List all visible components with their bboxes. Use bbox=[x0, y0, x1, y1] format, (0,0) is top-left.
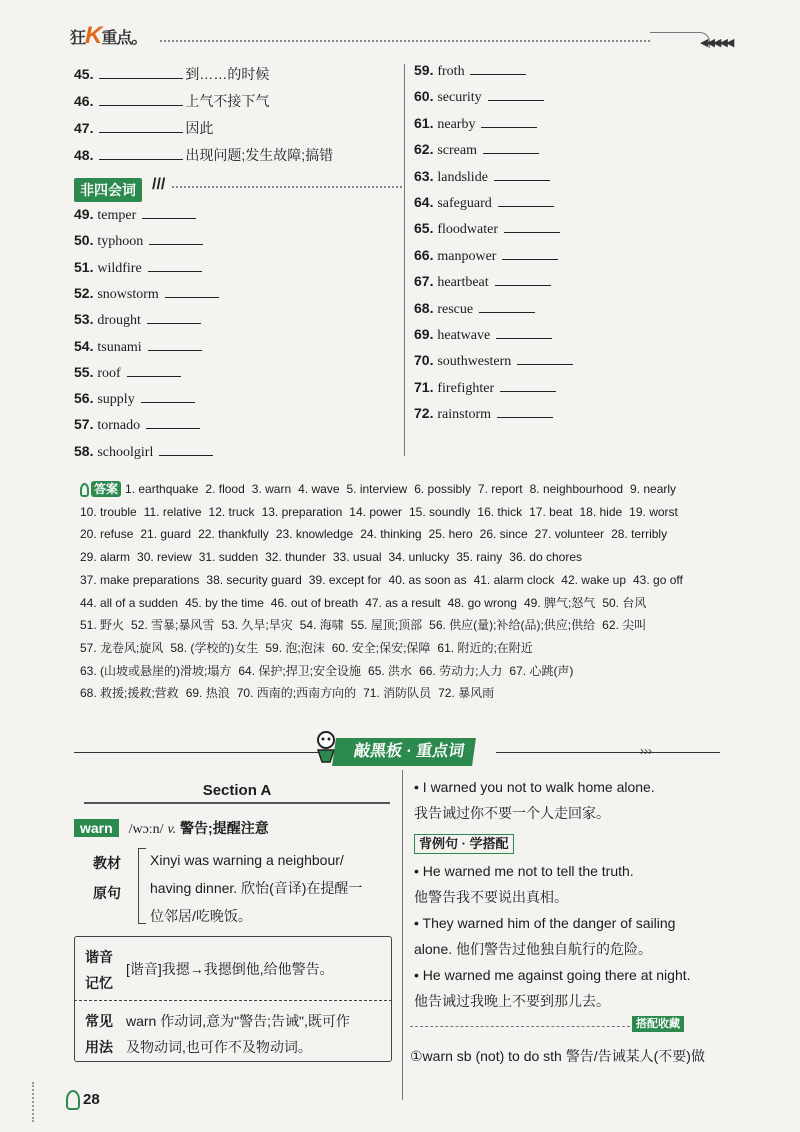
vocab-number: 64. bbox=[414, 194, 434, 210]
answer-item: 43. go off bbox=[633, 572, 683, 587]
notes-box-divider bbox=[74, 1000, 392, 1001]
vocab-number: 53. bbox=[74, 311, 94, 328]
vocab-word: safeguard bbox=[437, 196, 492, 211]
answer-item: 1. earthquake bbox=[125, 482, 199, 496]
answer-item: 41. alarm clock bbox=[473, 572, 555, 587]
example-1 bbox=[414, 858, 718, 910]
answer-item: 57. 龙卷风;旋风 bbox=[80, 640, 164, 655]
example-top bbox=[414, 774, 718, 826]
vocab-item bbox=[74, 285, 221, 303]
vocab-item bbox=[74, 232, 205, 250]
page-number-text: 28 bbox=[83, 1090, 100, 1108]
vocab-number: 49. bbox=[74, 206, 94, 222]
column-divider bbox=[404, 64, 405, 456]
vocab-number: 65. bbox=[414, 220, 434, 237]
answer-blank[interactable] bbox=[146, 428, 200, 429]
answer-item: 3. warn bbox=[251, 482, 292, 496]
answer-line bbox=[80, 614, 720, 637]
example-2-en: • They warned him of the danger of sailing bbox=[414, 915, 676, 931]
answer-item: 15. soundly bbox=[409, 504, 471, 519]
answer-blank[interactable] bbox=[99, 78, 183, 79]
vocab-item bbox=[74, 416, 202, 434]
original-line: 位邻居/吃晚饭。 bbox=[150, 908, 252, 924]
answer-item: 28. terribly bbox=[611, 527, 668, 542]
example-1-en: • He warned me not to tell the truth. bbox=[414, 863, 634, 879]
pattern-tag: 背例句 · 学搭配 bbox=[414, 834, 514, 854]
answer-item: 59. 泡;泡沫 bbox=[265, 640, 325, 655]
answer-item: 56. 供应(量);补给(品);供应;供给 bbox=[429, 618, 596, 633]
vocab-number: 47. bbox=[74, 120, 94, 136]
answer-item: 48. go wrong bbox=[447, 595, 517, 610]
vocab-meaning: 因此 bbox=[185, 120, 214, 136]
answer-item: 8. neighbourhood bbox=[529, 482, 624, 496]
answer-item: 69. 热浪 bbox=[185, 686, 230, 701]
brand-suffix: 重点。 bbox=[101, 30, 147, 47]
vocab-number: 51. bbox=[74, 258, 94, 275]
vocab-item bbox=[74, 91, 269, 111]
answer-item: 24. thinking bbox=[360, 527, 422, 542]
answer-item: 38. security guard bbox=[206, 572, 302, 587]
answer-item: 13. preparation bbox=[261, 504, 343, 519]
section-title-nonfour: 非四会词 bbox=[74, 178, 142, 202]
answer-item: 42. wake up bbox=[561, 572, 626, 587]
vocab-item bbox=[414, 194, 556, 212]
vocab-word: drought bbox=[97, 313, 141, 329]
entry-pos: v. bbox=[167, 822, 177, 837]
banner-rule-left bbox=[74, 752, 324, 753]
answer-line bbox=[80, 569, 720, 592]
vocab-word: wildfire bbox=[97, 260, 142, 276]
answer-item: 67. 心跳(声) bbox=[509, 663, 574, 678]
banner-arrows-icon: ››› bbox=[640, 744, 652, 758]
answer-item: 31. sudden bbox=[198, 550, 259, 565]
answer-item: 50. 台风 bbox=[602, 595, 647, 610]
page-number bbox=[66, 1090, 100, 1110]
answer-item: 46. out of breath bbox=[270, 595, 359, 610]
example-3-zh: 他告诫过我晚上不要到那儿去。 bbox=[414, 993, 610, 1009]
example-2 bbox=[414, 910, 718, 962]
answer-blank[interactable] bbox=[502, 259, 558, 260]
vocab-number: 62. bbox=[414, 141, 434, 158]
answer-item: 9. nearly bbox=[630, 482, 677, 496]
section-dotted-rule bbox=[172, 186, 402, 188]
answer-item: 64. 保护;捍卫;安全设施 bbox=[238, 663, 362, 678]
answer-item: 6. possibly bbox=[414, 482, 471, 496]
answer-item: 61. 附近的;在附近 bbox=[437, 640, 533, 655]
vocab-word: supply bbox=[97, 392, 135, 408]
vocab-item bbox=[74, 206, 198, 224]
vocab-number: 46. bbox=[74, 93, 94, 109]
vocab-number: 60. bbox=[414, 88, 434, 105]
vocab-item bbox=[74, 118, 213, 138]
answer-blank[interactable] bbox=[141, 402, 195, 403]
example-2-zh: alone. 他们警告过他独自航行的危险。 bbox=[414, 941, 653, 957]
answer-item: 62. 尖叫 bbox=[602, 618, 647, 633]
vocab-number: 57. bbox=[74, 416, 94, 433]
memory-label-2: 记忆 bbox=[85, 975, 113, 991]
vocab-word: floodwater bbox=[437, 222, 499, 238]
answer-line bbox=[80, 637, 720, 660]
vocab-word: manpower bbox=[437, 248, 497, 264]
answer-item: 10. trouble bbox=[80, 504, 137, 519]
usage-text bbox=[126, 1008, 350, 1060]
vocab-item bbox=[74, 364, 183, 382]
answer-line bbox=[80, 501, 720, 524]
entry-word: warn bbox=[74, 819, 119, 837]
answers-label: 答案 bbox=[91, 481, 121, 497]
usage-label-1: 常见 bbox=[85, 1013, 113, 1029]
vocab-number: 48. bbox=[74, 147, 94, 163]
answer-blank[interactable] bbox=[497, 417, 553, 418]
vocab-number: 66. bbox=[414, 246, 434, 263]
answer-item: 40. as soon as bbox=[388, 572, 467, 587]
answer-blank[interactable] bbox=[504, 232, 560, 233]
example-top-zh: 我告诫过你不要一个人走回家。 bbox=[414, 805, 610, 821]
vocab-item bbox=[414, 379, 558, 397]
answer-item: 55. 屋顶;顶部 bbox=[350, 618, 423, 633]
answer-item: 52. 雪暴;暴风雪 bbox=[131, 618, 215, 633]
header-arrows-icon: ◀◀◀◀◀ bbox=[700, 37, 733, 49]
vocab-word: southwestern bbox=[437, 354, 512, 370]
vocab-item bbox=[74, 443, 215, 461]
vocab-number: 54. bbox=[74, 337, 94, 354]
answer-line bbox=[80, 478, 720, 501]
vocab-item bbox=[414, 326, 554, 344]
vocab-item bbox=[414, 168, 552, 186]
answer-item: 32. thunder bbox=[265, 550, 326, 565]
answer-blank[interactable] bbox=[147, 323, 201, 324]
answer-item: 14. power bbox=[349, 504, 402, 519]
vocab-word: firefighter bbox=[437, 380, 495, 396]
answer-item: 66. 劳动力;人力 bbox=[419, 663, 503, 678]
vocab-word: snowstorm bbox=[97, 286, 159, 302]
original-bracket bbox=[138, 848, 146, 924]
vocab-item bbox=[414, 273, 553, 291]
vocab-word: froth bbox=[437, 64, 465, 79]
memory-text: [谐音]我摁→我摁倒他,给他警告。 bbox=[126, 961, 334, 977]
vocab-number: 52. bbox=[74, 284, 94, 301]
answer-item: 60. 安全;保安;保障 bbox=[331, 640, 431, 655]
vocab-number: 71. bbox=[414, 378, 434, 395]
answer-blank[interactable] bbox=[500, 391, 556, 392]
vocab-item bbox=[74, 64, 269, 84]
vocab-meaning: 到……的时候 bbox=[185, 66, 270, 82]
vocab-item bbox=[414, 115, 539, 133]
answer-blank[interactable] bbox=[99, 159, 183, 160]
answer-item: 21. guard bbox=[140, 527, 192, 542]
answer-item: 45. by the time bbox=[185, 595, 264, 610]
vocab-item bbox=[414, 352, 575, 370]
vocab-item bbox=[414, 220, 562, 238]
answer-blank[interactable] bbox=[488, 100, 544, 101]
usage-label-2: 用法 bbox=[85, 1039, 113, 1055]
answer-line bbox=[80, 546, 720, 569]
answer-item: 16. thick bbox=[477, 504, 523, 519]
brand-logo bbox=[70, 22, 146, 50]
vocab-word: temper bbox=[97, 208, 137, 223]
answer-item: 68. 救援;援救;营救 bbox=[80, 686, 179, 701]
answer-item: 25. hero bbox=[428, 527, 473, 542]
vocab-item bbox=[414, 88, 546, 106]
answer-item: 35. rainy bbox=[456, 550, 503, 565]
answer-blank[interactable] bbox=[496, 338, 552, 339]
vocab-word: typhoon bbox=[97, 234, 144, 250]
section-a-heading: Section A bbox=[84, 782, 390, 804]
answer-blank[interactable] bbox=[494, 180, 550, 181]
answer-blank[interactable] bbox=[470, 74, 526, 75]
vocab-number: 63. bbox=[414, 167, 434, 184]
answer-blank[interactable] bbox=[99, 132, 183, 133]
vocab-number: 58. bbox=[74, 442, 94, 459]
answer-line bbox=[80, 682, 720, 705]
answer-blank[interactable] bbox=[479, 312, 535, 313]
usage-label bbox=[82, 1008, 116, 1060]
vocab-word: landslide bbox=[437, 169, 488, 185]
vocab-meaning: 出现问题;发生故障;搞错 bbox=[185, 147, 334, 163]
answer-blank[interactable] bbox=[481, 127, 537, 128]
original-line: Xinyi was warning a neighbour/ bbox=[150, 852, 344, 868]
original-label-1: 教材 bbox=[93, 855, 121, 871]
vocab-number: 50. bbox=[74, 232, 94, 249]
original-line: having dinner. 欣怡(音译)在提醒一 bbox=[150, 880, 363, 896]
vocab-item bbox=[414, 405, 555, 423]
banner-rule-right bbox=[496, 752, 720, 753]
example-3 bbox=[414, 962, 718, 1014]
vocab-word: heartbeat bbox=[437, 275, 489, 291]
vocab-number: 69. bbox=[414, 326, 434, 342]
answer-item: 33. usual bbox=[332, 550, 382, 565]
vocab-item bbox=[414, 62, 528, 80]
vocab-number: 67. bbox=[414, 273, 434, 290]
answer-item: 70. 西南的;西南方向的 bbox=[236, 686, 357, 701]
answer-item: 11. relative bbox=[143, 504, 202, 519]
original-label bbox=[84, 848, 130, 908]
answer-item: 49. 脾气;怒气 bbox=[523, 595, 596, 610]
answer-item: 17. beat bbox=[529, 504, 573, 519]
memory-label bbox=[82, 944, 116, 996]
memory-label-1: 谐音 bbox=[85, 949, 113, 965]
answer-blank[interactable] bbox=[99, 105, 183, 106]
entry-definition: 警告;提醒注意 bbox=[180, 820, 269, 836]
answer-blank[interactable] bbox=[165, 297, 219, 298]
section-slash-icon: /// bbox=[152, 176, 166, 193]
example-3-en: • He warned me against going there at night. bbox=[414, 967, 691, 983]
vocab-word: nearby bbox=[437, 116, 476, 132]
entry-phonetic: /wɔːn/ bbox=[128, 822, 164, 837]
brand-prefix: 狂 bbox=[70, 30, 86, 47]
answer-item: 4. wave bbox=[298, 482, 340, 496]
vocab-item bbox=[414, 141, 541, 159]
vocab-item bbox=[414, 300, 537, 318]
answer-item: 26. since bbox=[479, 527, 528, 542]
vocab-number: 61. bbox=[414, 114, 434, 131]
vocab-word: tsunami bbox=[97, 339, 142, 355]
example-1-zh: 他警告我不要说出真相。 bbox=[414, 889, 568, 905]
answer-item: 54. 海啸 bbox=[299, 618, 344, 633]
lightbulb-icon bbox=[66, 1090, 80, 1110]
vocab-number: 55. bbox=[74, 363, 94, 380]
right-column-divider bbox=[402, 770, 403, 1100]
answer-item: 23. knowledge bbox=[275, 527, 354, 542]
answer-item: 47. as a result bbox=[365, 595, 441, 610]
answer-line bbox=[80, 660, 720, 683]
answer-item: 44. all of a sudden bbox=[80, 595, 179, 610]
usage-line: 及物动词,也可作不及物动词。 bbox=[126, 1039, 312, 1055]
vocab-number: 72. bbox=[414, 405, 434, 422]
vocab-item bbox=[414, 247, 560, 265]
answer-item: 27. volunteer bbox=[534, 527, 605, 542]
answer-blank[interactable] bbox=[149, 244, 203, 245]
lightbulb-icon bbox=[80, 483, 89, 497]
answer-block bbox=[80, 478, 720, 705]
original-label-2: 原句 bbox=[93, 885, 121, 901]
example-top-en: • I warned you not to walk home alone. bbox=[414, 779, 655, 795]
brand-k: K bbox=[85, 22, 102, 49]
answer-item: 12. truck bbox=[208, 504, 255, 519]
answer-item: 51. 野火 bbox=[80, 618, 125, 633]
vocab-word: schoolgirl bbox=[97, 444, 154, 460]
vocab-number: 59. bbox=[414, 62, 434, 78]
collect-rule bbox=[410, 1026, 630, 1027]
answer-item: 5. interview bbox=[346, 482, 408, 496]
answer-line bbox=[80, 523, 720, 546]
vocab-number: 45. bbox=[74, 66, 94, 82]
page-margin-rule bbox=[32, 1082, 34, 1122]
answer-item: 37. make preparations bbox=[80, 572, 200, 587]
vocab-word: scream bbox=[437, 143, 478, 159]
answer-item: 30. review bbox=[137, 550, 192, 565]
vocab-item bbox=[74, 338, 204, 356]
answer-blank[interactable] bbox=[495, 285, 551, 286]
vocab-word: roof bbox=[97, 365, 121, 381]
vocab-item bbox=[74, 311, 203, 329]
vocab-item bbox=[74, 390, 197, 408]
answer-blank[interactable] bbox=[483, 153, 539, 154]
answer-item: 19. worst bbox=[629, 504, 678, 519]
vocab-word: heatwave bbox=[437, 328, 491, 343]
vocab-item bbox=[74, 259, 204, 277]
vocab-word: tornado bbox=[97, 418, 141, 434]
answer-item: 7. report bbox=[477, 482, 523, 496]
answer-blank[interactable] bbox=[498, 206, 554, 207]
collect-tag: 搭配收藏 bbox=[632, 1016, 684, 1032]
header-dotted-rule bbox=[160, 40, 650, 42]
answer-item: 65. 洪水 bbox=[368, 663, 413, 678]
usage-line: warn 作动词,意为"警告;告诫",既可作 bbox=[126, 1013, 350, 1029]
answer-item: 39. except for bbox=[308, 572, 382, 587]
answer-blank[interactable] bbox=[517, 364, 573, 365]
answer-item: 53. 久旱;旱灾 bbox=[221, 618, 293, 633]
answer-item: 18. hide bbox=[579, 504, 623, 519]
answer-item: 20. refuse bbox=[80, 527, 134, 542]
vocab-word: security bbox=[437, 90, 482, 106]
answer-item: 63. (山坡或悬崖的)滑坡;塌方 bbox=[80, 663, 232, 678]
entry-row bbox=[74, 818, 269, 838]
original-sentence bbox=[150, 846, 390, 930]
answer-blank[interactable] bbox=[127, 376, 181, 377]
answer-blank[interactable] bbox=[148, 271, 202, 272]
vocab-word: rescue bbox=[437, 301, 474, 317]
answer-item: 71. 消防队员 bbox=[363, 686, 432, 701]
vocab-item bbox=[74, 145, 333, 165]
answer-line bbox=[80, 592, 720, 615]
vocab-number: 56. bbox=[74, 390, 94, 407]
answer-blank[interactable] bbox=[142, 218, 196, 219]
vocab-number: 68. bbox=[414, 299, 434, 316]
vocab-number: 70. bbox=[414, 352, 434, 369]
answer-item: 2. flood bbox=[205, 482, 245, 496]
answer-item: 72. 暴风雨 bbox=[438, 686, 495, 701]
answer-item: 36. do chores bbox=[509, 550, 582, 565]
answer-item: 34. unlucky bbox=[388, 550, 450, 565]
answer-item: 58. (学校的)女生 bbox=[170, 640, 259, 655]
banner-title: 敲黑板 · 重点词 bbox=[332, 738, 476, 766]
collocation-text: ①warn sb (not) to do sth 警告/告诫某人(不要)做 bbox=[410, 1048, 705, 1064]
answer-blank[interactable] bbox=[148, 350, 202, 351]
answer-item: 22. thankfully bbox=[198, 527, 269, 542]
answer-blank[interactable] bbox=[159, 455, 213, 456]
answer-item: 29. alarm bbox=[80, 550, 131, 565]
vocab-meaning: 上气不接下气 bbox=[185, 93, 270, 109]
vocab-word: rainstorm bbox=[437, 407, 492, 423]
